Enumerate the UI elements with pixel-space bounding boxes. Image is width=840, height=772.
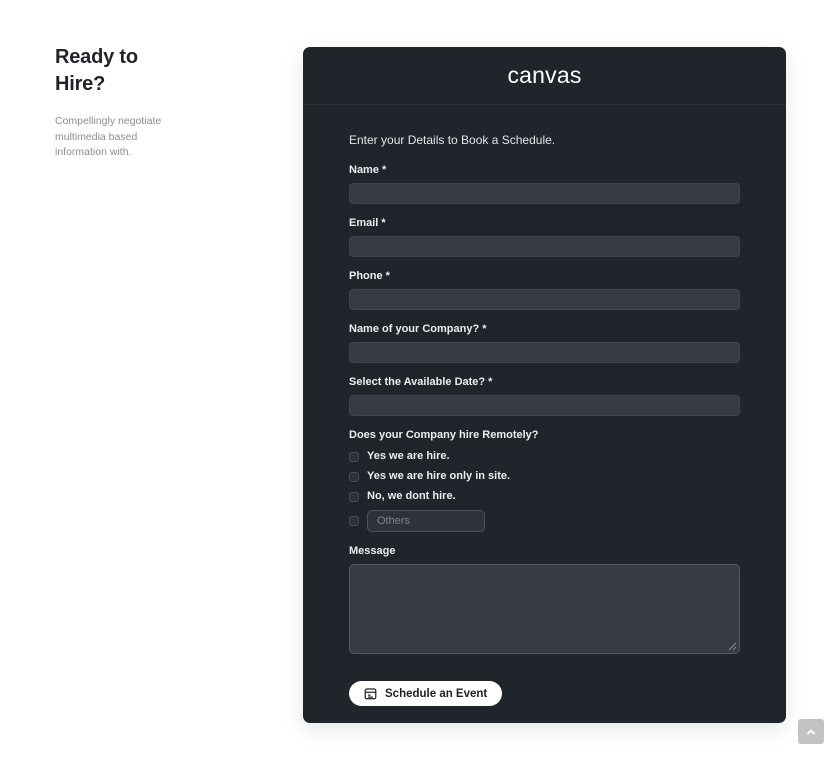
checkbox-label: No, we dont hire. <box>367 490 456 502</box>
card-body <box>303 105 786 706</box>
others-field[interactable] <box>367 510 485 532</box>
checkbox-label: Yes we are hire only in site. <box>367 470 511 482</box>
field-group-email <box>349 217 740 257</box>
date-label: Select the Available Date? * <box>349 376 493 388</box>
message-label: Message <box>349 545 396 557</box>
checkbox-yes-remote[interactable] <box>349 452 359 462</box>
remote-option-no <box>349 490 740 503</box>
booking-card <box>303 47 786 723</box>
form-intro: Enter your Details to Book a Schedule. <box>349 133 556 147</box>
page-title: Ready to Hire? <box>55 46 138 95</box>
remote-option-yes <box>349 450 740 463</box>
submit-row <box>349 681 740 706</box>
schedule-event-label: Schedule an Event <box>385 687 488 700</box>
intro-column <box>55 44 205 161</box>
card-header <box>303 47 786 105</box>
schedule-event-button[interactable] <box>349 681 502 706</box>
date-field[interactable] <box>349 395 740 416</box>
resize-handle-icon[interactable] <box>728 642 737 651</box>
message-field[interactable] <box>349 564 740 654</box>
phone-label: Phone * <box>349 270 390 282</box>
field-group-name <box>349 164 740 204</box>
remote-question-label: Does your Company hire Remotely? <box>349 429 539 441</box>
booking-form <box>349 164 740 706</box>
company-label: Name of your Company? * <box>349 323 487 335</box>
remote-hire-section <box>349 429 740 532</box>
remote-option-onsite <box>349 470 740 483</box>
remote-option-others <box>349 510 740 532</box>
chevron-up-icon <box>805 726 817 738</box>
email-label: Email * <box>349 217 386 229</box>
page-description: Compellingly negotiate multimedia based information with. <box>55 115 162 158</box>
field-group-company <box>349 323 740 363</box>
scroll-to-top-button[interactable] <box>798 719 824 744</box>
checkbox-onsite-only[interactable] <box>349 472 359 482</box>
name-field[interactable] <box>349 183 740 204</box>
name-label: Name * <box>349 164 387 176</box>
checkbox-no-hire[interactable] <box>349 492 359 502</box>
company-field[interactable] <box>349 342 740 363</box>
field-group-date <box>349 376 740 416</box>
checkbox-label: Yes we are hire. <box>367 450 450 462</box>
message-textarea-wrap <box>349 564 740 654</box>
canvas-logo: canvas <box>507 62 582 88</box>
field-group-message <box>349 545 740 654</box>
checkbox-others[interactable] <box>349 516 359 526</box>
field-group-phone <box>349 270 740 310</box>
calendar-icon <box>364 687 377 700</box>
email-field[interactable] <box>349 236 740 257</box>
phone-field[interactable] <box>349 289 740 310</box>
